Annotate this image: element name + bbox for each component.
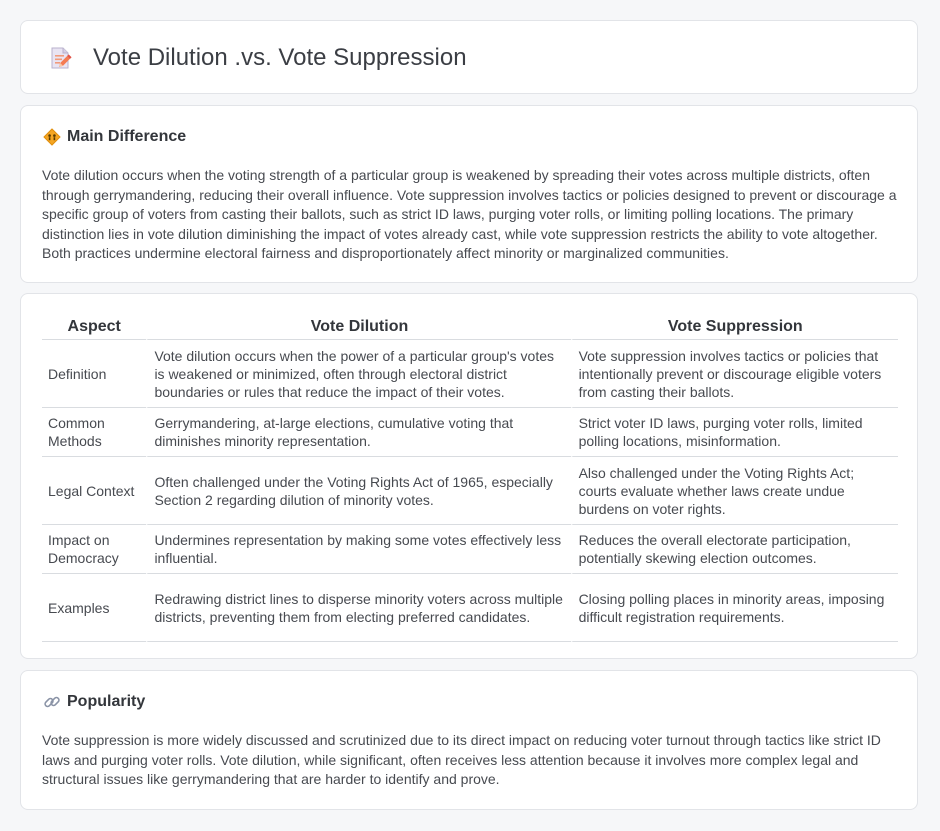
main-difference-header [43,128,186,146]
cell-dilution: Gerrymandering, at-large elections, cumulative voting that diminishes minority representation. [146,408,570,457]
cell-dilution: Vote dilution occurs when the power of a particular group's votes is weakened or minimized, often through electoral district boundaries or rules that reduce the impact of their votes. [146,340,570,408]
header-aspect: Aspect [42,316,146,340]
cell-suppression: Strict voter ID laws, purging voter rolls, limited polling locations, misinformation. [571,408,898,457]
popularity-text: Vote suppression is more widely discussed and scrutinized due to its direct impact on reducing voter turnout through tactics like strict ID laws and purging voter rolls. Vote dilution, while significant, often receives less attention because it involves more complex legal and structural issues like gerrymandering that are harder to identify and prove. [42,732,881,788]
table-row [42,525,898,574]
cell-aspect: Definition [42,340,146,408]
cell-aspect: Impact on Democracy [42,525,146,574]
header-vote-dilution: Vote Dilution [146,316,570,340]
popularity-card [20,670,918,810]
table-row [42,574,898,642]
table-row [42,408,898,457]
main-difference-text: Vote dilution occurs when the voting strength of a particular group is weakened by spreading their votes across multiple districts, often through gerrymandering, reducing their overall influence. Vote suppression involves tactics or policies designed to prevent or discourage a specific group of voters from casting their ballots, such as strict ID laws, purging voter rolls, or limiting polling locations. The primary distinction lies in vote dilution diminishing the impact of votes already cast, while vote suppression restricts the ability to vote altogether. Both practices undermine electoral fairness and disproportionately affect minority or marginalized communities. [42,167,897,262]
cell-aspect: Common Methods [42,408,146,457]
main-difference-card [20,105,918,283]
diamond-sign-icon [43,128,61,146]
cell-suppression: Closing polling places in minority areas, imposing difficult registration requirements. [571,574,898,642]
document-pencil-icon [47,45,73,71]
table-header-row [42,316,898,340]
header-vote-suppression: Vote Suppression [571,316,898,340]
page-title: Vote Dilution .vs. Vote Suppression [93,44,467,71]
cell-dilution: Redrawing district lines to disperse minority voters across multiple districts, preventing them from electing preferred candidates. [146,574,570,642]
cell-dilution: Undermines representation by making some votes effectively less influential. [146,525,570,574]
link-icon [43,693,61,711]
cell-aspect: Examples [42,574,146,642]
cell-dilution: Often challenged under the Voting Rights Act of 1965, especially Section 2 regarding dilution of minority votes. [146,457,570,525]
cell-aspect: Legal Context [42,457,146,525]
comparison-table [42,316,898,642]
popularity-heading: Popularity [67,693,146,710]
table-row [42,457,898,525]
cell-suppression: Reduces the overall electorate participation, potentially skewing election outcomes. [571,525,898,574]
cell-suppression: Vote suppression involves tactics or policies that intentionally prevent or discourage eligible voters from casting their ballots. [571,340,898,408]
comparison-card [20,293,918,659]
main-difference-heading: Main Difference [67,128,187,145]
popularity-header [43,693,145,711]
table-row [42,340,898,408]
title-row [47,43,467,73]
cell-suppression: Also challenged under the Voting Rights Act; courts evaluate whether laws create undue burdens on voter rights. [571,457,898,525]
title-card [20,20,918,94]
